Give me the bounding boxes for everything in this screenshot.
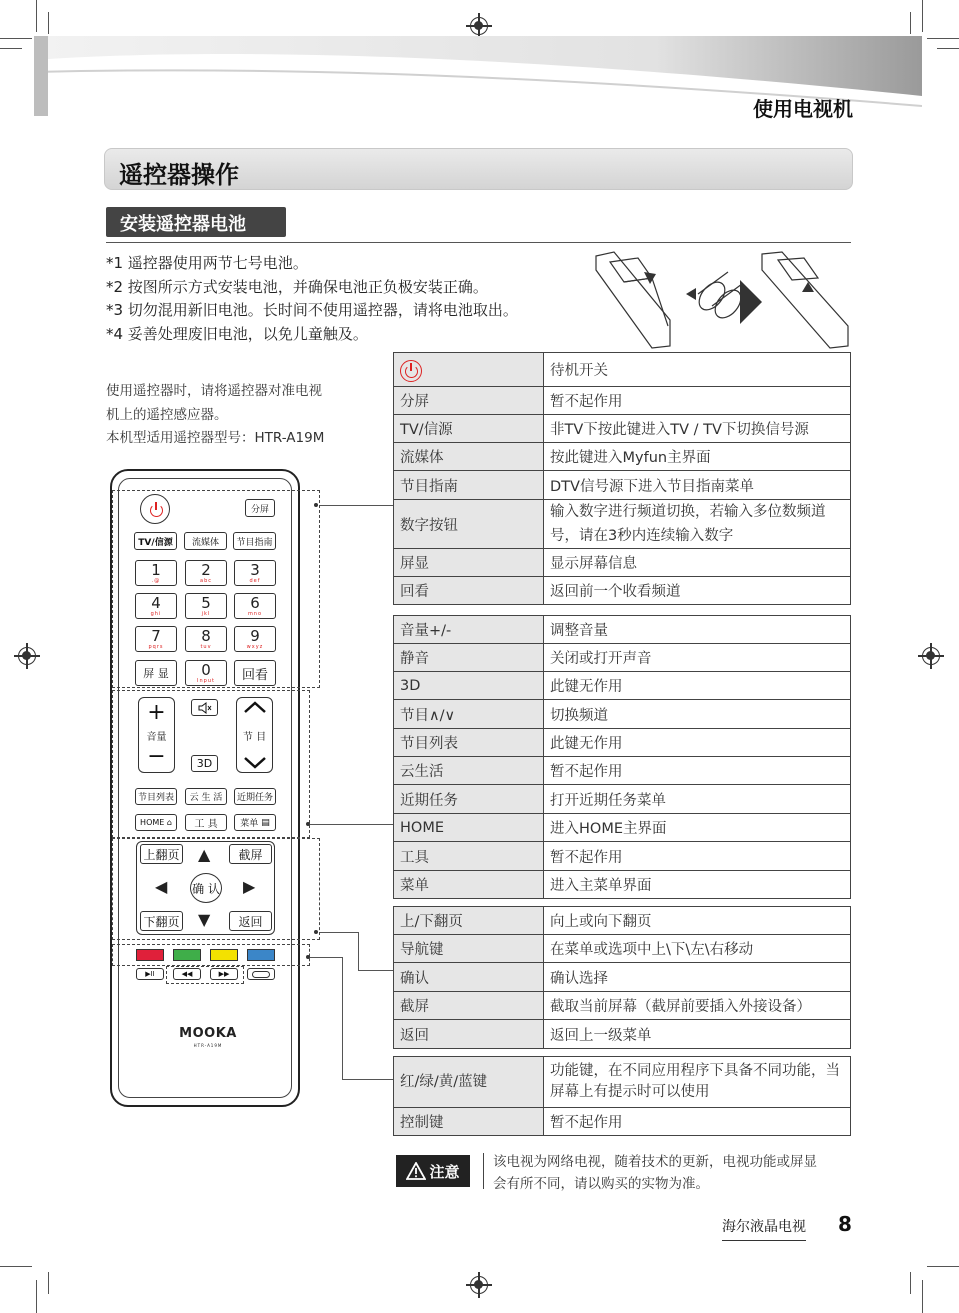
table-row bbox=[394, 443, 851, 471]
remote-digit-6-button[interactable] bbox=[234, 593, 276, 619]
digit-letters: ghi bbox=[150, 611, 162, 617]
table-value-cell: 关闭或打开声音 bbox=[544, 644, 851, 672]
table-key-cell: 近期任务 bbox=[394, 785, 544, 814]
digit-letters: jkl bbox=[201, 611, 211, 617]
table-row bbox=[394, 616, 851, 644]
remote-split-screen-button[interactable]: 分屏 bbox=[245, 499, 275, 517]
digit-label: 1 bbox=[151, 561, 161, 579]
remote-play-pause-button[interactable]: ▶II bbox=[136, 968, 164, 980]
table-row bbox=[394, 500, 851, 549]
table-value-cell: 返回上一级菜单 bbox=[544, 1020, 851, 1049]
table-row bbox=[394, 415, 851, 443]
leader-line bbox=[310, 824, 393, 825]
table-value-cell: 此键无作用 bbox=[544, 729, 851, 757]
table-value-cell: 确认选择 bbox=[544, 963, 851, 992]
remote-streaming-button[interactable]: 流媒体 bbox=[184, 532, 227, 550]
battery-notes bbox=[106, 252, 518, 346]
table-key-cell: 静音 bbox=[394, 644, 544, 672]
table-value-cell: 显示屏幕信息 bbox=[544, 549, 851, 577]
leader-dot bbox=[314, 503, 318, 507]
remote-digit-7-button[interactable] bbox=[135, 626, 177, 652]
remote-3d-button[interactable]: 3D bbox=[191, 755, 218, 772]
table-key-cell: 截屏 bbox=[394, 992, 544, 1020]
leader-line bbox=[320, 932, 358, 933]
section-title: 遥控器操作 bbox=[119, 161, 239, 189]
channel-label: 节 目 bbox=[242, 731, 267, 743]
table-value-cell: 截取当前屏幕（截屏前要插入外接设备） bbox=[544, 992, 851, 1020]
crop-mark bbox=[48, 12, 49, 34]
digit-letters: def bbox=[249, 578, 261, 584]
remote-brand-logo: MOOKA bbox=[179, 1026, 237, 1041]
table-key-cell: 屏显 bbox=[394, 549, 544, 577]
notice-line: 该电视为网络电视，随着技术的更新，电视功能或屏显 bbox=[493, 1154, 817, 1170]
leader-dot bbox=[306, 955, 310, 959]
usage-line: 机上的遥控感应器。 bbox=[106, 406, 228, 423]
nav-up-arrow-icon[interactable]: ▲ bbox=[198, 845, 211, 864]
function-table-navigation bbox=[393, 906, 851, 1049]
remote-fast-forward-button[interactable]: ▶▶ bbox=[210, 968, 238, 980]
table-key-cell: 红/绿/黄/蓝键 bbox=[394, 1057, 544, 1108]
remote-page-up-button[interactable]: 上翻页 bbox=[140, 844, 183, 864]
remote-page-down-button[interactable]: 下翻页 bbox=[140, 911, 183, 931]
table-key-cell: 数字按钮 bbox=[394, 500, 544, 549]
remote-digit-2-button[interactable] bbox=[185, 560, 227, 586]
table-row bbox=[394, 992, 851, 1020]
crop-mark bbox=[922, 1280, 923, 1313]
subsection-title: 安装遥控器电池 bbox=[120, 214, 246, 235]
remote-tv-source-button[interactable]: TV/信源 bbox=[134, 532, 177, 550]
nav-down-arrow-icon[interactable]: ▼ bbox=[198, 910, 211, 929]
table-row bbox=[394, 785, 851, 814]
volume-down-label: − bbox=[147, 744, 166, 769]
battery-install-illustration bbox=[592, 250, 854, 350]
digit-letters: mno bbox=[247, 611, 263, 617]
crop-mark bbox=[927, 1266, 959, 1267]
remote-ok-button[interactable]: 确 认 bbox=[190, 873, 222, 903]
footer-brand: 海尔液晶电视 bbox=[722, 1216, 806, 1241]
crop-mark bbox=[0, 38, 32, 39]
table-key-cell: 分屏 bbox=[394, 387, 544, 415]
table-key-cell: TV/信源 bbox=[394, 415, 544, 443]
digit-label: 3 bbox=[250, 561, 260, 579]
crop-mark bbox=[922, 0, 923, 32]
table-value-cell: 暂不起作用 bbox=[544, 757, 851, 785]
remote-digit-9-button[interactable] bbox=[234, 626, 276, 652]
note-item: *3 切勿混用新旧电池。长时间不使用遥控器，请将电池取出。 bbox=[106, 301, 518, 319]
table-value-cell: 暂不起作用 bbox=[544, 1108, 851, 1136]
table-row bbox=[394, 842, 851, 871]
table-key-cell: 节目列表 bbox=[394, 729, 544, 757]
table-key-cell: HOME bbox=[394, 814, 544, 842]
table-value-cell: 暂不起作用 bbox=[544, 842, 851, 871]
digit-letters: Input bbox=[197, 678, 215, 684]
leader-line bbox=[320, 505, 393, 506]
notice-divider bbox=[483, 1153, 484, 1189]
remote-channel-rocker[interactable] bbox=[236, 697, 273, 773]
volume-label: 音量 bbox=[146, 731, 167, 743]
remote-digit-1-button[interactable] bbox=[135, 560, 177, 586]
note-item: *1 遥控器使用两节七号电池。 bbox=[106, 254, 308, 272]
table-value-cell: 打开近期任务菜单 bbox=[544, 785, 851, 814]
digit-letters: tuv bbox=[200, 644, 212, 650]
table-value-cell: 向上或向下翻页 bbox=[544, 907, 851, 935]
remote-guide-button[interactable]: 节目指南 bbox=[233, 532, 276, 550]
crop-mark bbox=[48, 1272, 49, 1294]
table-value-cell: DTV信号源下进入节目指南菜单 bbox=[544, 471, 851, 500]
notice-badge bbox=[396, 1155, 470, 1187]
table-key-cell: 云生活 bbox=[394, 757, 544, 785]
remote-yellow-key[interactable] bbox=[210, 949, 238, 961]
registration-mark-icon bbox=[922, 647, 940, 665]
remote-recent-tasks-button[interactable]: 近期任务 bbox=[234, 788, 276, 805]
remote-digit-5-button[interactable] bbox=[185, 593, 227, 619]
table-row bbox=[394, 963, 851, 992]
remote-digit-4-button[interactable] bbox=[135, 593, 177, 619]
notice-label: 注意 bbox=[429, 1162, 460, 1181]
menu-label: 菜单 bbox=[240, 819, 259, 829]
remote-recall-button[interactable]: 回看 bbox=[234, 660, 276, 686]
table-key-cell: 菜单 bbox=[394, 871, 544, 899]
table-row bbox=[394, 814, 851, 842]
table-row bbox=[394, 935, 851, 963]
crop-mark bbox=[36, 0, 37, 32]
table-value-cell: 在菜单或选项中上\下\左\右移动 bbox=[544, 935, 851, 963]
notice-line: 会有所不同，请以购买的实物为准。 bbox=[493, 1176, 709, 1192]
function-table-basic bbox=[393, 352, 851, 605]
menu-icon: ▤ bbox=[261, 817, 270, 828]
remote-program-list-button[interactable]: 节目列表 bbox=[135, 788, 177, 805]
remote-power-button[interactable] bbox=[140, 494, 170, 524]
remote-mute-button[interactable] bbox=[191, 699, 218, 716]
function-table-volume bbox=[393, 615, 851, 899]
table-key-cell: 回看 bbox=[394, 577, 544, 605]
remote-back-button[interactable]: 返回 bbox=[229, 911, 272, 931]
remote-cloud-life-button[interactable]: 云 生 活 bbox=[185, 788, 227, 805]
remote-green-key[interactable] bbox=[173, 949, 201, 961]
leader-dot bbox=[314, 930, 318, 934]
table-key-cell: 控制键 bbox=[394, 1108, 544, 1136]
table-row bbox=[394, 729, 851, 757]
digit-label: 5 bbox=[201, 594, 211, 612]
table-key-cell: 节目指南 bbox=[394, 471, 544, 500]
digit-label: 7 bbox=[151, 627, 161, 645]
notice-text bbox=[493, 1151, 817, 1195]
digit-label: 6 bbox=[250, 594, 260, 612]
registration-mark-icon bbox=[470, 1276, 488, 1294]
table-value-cell: 功能键，在不同应用程序下具备不同功能，当屏幕上有提示时可以使用 bbox=[544, 1057, 851, 1108]
leader-line bbox=[358, 970, 393, 971]
table-value-cell: 非TV下按此键进入TV / TV下切换信号源 bbox=[544, 415, 851, 443]
remote-red-key[interactable] bbox=[136, 949, 164, 961]
page-header-title: 使用电视机 bbox=[753, 97, 853, 121]
remote-blue-key[interactable] bbox=[247, 949, 275, 961]
leader-line bbox=[342, 957, 343, 1079]
leader-line bbox=[310, 957, 342, 958]
table-row bbox=[394, 471, 851, 500]
table-key-cell: 返回 bbox=[394, 1020, 544, 1049]
capsule-icon bbox=[252, 971, 270, 978]
leader-dot bbox=[306, 822, 310, 826]
table-row bbox=[394, 672, 851, 700]
table-key-cell: 导航键 bbox=[394, 935, 544, 963]
table-row bbox=[394, 1020, 851, 1049]
note-item: *4 妥善处理废旧电池，以免儿童触及。 bbox=[106, 324, 368, 343]
subsection-tab bbox=[106, 207, 286, 237]
home-icon: ⌂ bbox=[166, 818, 172, 827]
table-value-cell: 返回前一个收看频道 bbox=[544, 577, 851, 605]
function-table-color-keys bbox=[393, 1056, 851, 1136]
digit-label: 8 bbox=[201, 627, 211, 645]
remote-model-label: HTR-A19M bbox=[193, 1043, 223, 1048]
digit-label: 9 bbox=[250, 627, 260, 645]
table-key-cell: 流媒体 bbox=[394, 443, 544, 471]
crop-mark bbox=[36, 1280, 37, 1313]
table-key-cell bbox=[394, 353, 544, 387]
crop-mark bbox=[937, 48, 959, 49]
volume-up-label: + bbox=[147, 700, 166, 725]
button-group-outline bbox=[112, 490, 320, 688]
table-key-cell: 上/下翻页 bbox=[394, 907, 544, 935]
power-icon bbox=[146, 500, 164, 518]
table-row bbox=[394, 644, 851, 672]
registration-mark-icon bbox=[470, 17, 488, 35]
table-row bbox=[394, 700, 851, 729]
remote-digit-8-button[interactable] bbox=[185, 626, 227, 652]
subsection-rule bbox=[106, 242, 851, 243]
mute-icon bbox=[198, 702, 212, 714]
remote-control-key[interactable] bbox=[247, 968, 275, 980]
note-item: *2 按图所示方式安装电池，并确保电池正负极安装正确。 bbox=[106, 277, 488, 296]
table-row bbox=[394, 353, 851, 387]
table-key-cell: 确认 bbox=[394, 963, 544, 992]
remote-digit-0-button[interactable] bbox=[185, 660, 227, 686]
leader-line bbox=[342, 1079, 393, 1080]
table-key-cell: 节目∧/∨ bbox=[394, 700, 544, 729]
power-icon bbox=[400, 360, 422, 382]
table-value-cell: 按此键进入Myfun主界面 bbox=[544, 443, 851, 471]
registration-mark-icon bbox=[18, 647, 36, 665]
remote-volume-rocker[interactable] bbox=[138, 697, 175, 773]
table-value-cell: 此键无作用 bbox=[544, 672, 851, 700]
remote-display-button[interactable]: 屏 显 bbox=[135, 660, 177, 686]
usage-line: 使用遥控器时，请将遥控器对准电视 bbox=[106, 383, 322, 399]
table-key-cell: 音量+/- bbox=[394, 616, 544, 644]
channel-down-icon bbox=[243, 756, 267, 770]
remote-screenshot-button[interactable]: 截屏 bbox=[229, 844, 272, 864]
digit-letters: pqrs bbox=[148, 644, 164, 650]
section-header bbox=[104, 148, 853, 190]
table-row bbox=[394, 907, 851, 935]
table-row bbox=[394, 387, 851, 415]
page-number: 8 bbox=[838, 1212, 852, 1236]
table-row bbox=[394, 1108, 851, 1136]
crop-mark bbox=[910, 12, 911, 34]
remote-menu-button[interactable] bbox=[234, 814, 276, 831]
channel-up-icon bbox=[243, 700, 267, 714]
table-value-cell: 切换频道 bbox=[544, 700, 851, 729]
digit-label: 2 bbox=[201, 561, 211, 579]
remote-rewind-button[interactable]: ◀◀ bbox=[173, 968, 201, 980]
digit-letters: abc bbox=[200, 578, 212, 584]
leader-line bbox=[358, 932, 359, 970]
remote-home-button[interactable] bbox=[135, 814, 177, 831]
table-value-cell: 暂不起作用 bbox=[544, 387, 851, 415]
table-value-cell: 输入数字进行频道切换，若输入多位数频道号，请在3秒内连续输入数字 bbox=[544, 500, 851, 549]
table-value-cell: 进入主菜单界面 bbox=[544, 871, 851, 899]
crop-mark bbox=[0, 48, 22, 49]
crop-mark bbox=[0, 1266, 32, 1267]
table-row bbox=[394, 1057, 851, 1108]
remote-digit-3-button[interactable] bbox=[234, 560, 276, 586]
digit-letters: .@ bbox=[151, 578, 161, 584]
usage-text bbox=[106, 380, 324, 451]
digit-label: 4 bbox=[151, 594, 161, 612]
table-row bbox=[394, 577, 851, 605]
table-key-cell: 工具 bbox=[394, 842, 544, 871]
remote-model-line: 本机型适用遥控器型号：HTR-A19M bbox=[106, 430, 325, 446]
table-value-cell: 进入HOME主界面 bbox=[544, 814, 851, 842]
nav-left-arrow-icon[interactable]: ◀ bbox=[155, 877, 168, 896]
home-label: HOME bbox=[140, 818, 165, 827]
digit-label: 0 bbox=[201, 661, 211, 679]
table-row bbox=[394, 549, 851, 577]
table-value-cell: 调整音量 bbox=[544, 616, 851, 644]
nav-right-arrow-icon[interactable]: ▶ bbox=[243, 877, 256, 896]
remote-tools-button[interactable]: 工 具 bbox=[185, 814, 227, 831]
table-row bbox=[394, 871, 851, 899]
warning-icon bbox=[406, 1162, 426, 1180]
crop-mark bbox=[927, 38, 959, 39]
table-key-cell: 3D bbox=[394, 672, 544, 700]
table-value-cell: 待机开关 bbox=[544, 353, 851, 387]
table-row bbox=[394, 757, 851, 785]
crop-mark bbox=[910, 1272, 911, 1294]
digit-letters: wxyz bbox=[246, 644, 264, 650]
